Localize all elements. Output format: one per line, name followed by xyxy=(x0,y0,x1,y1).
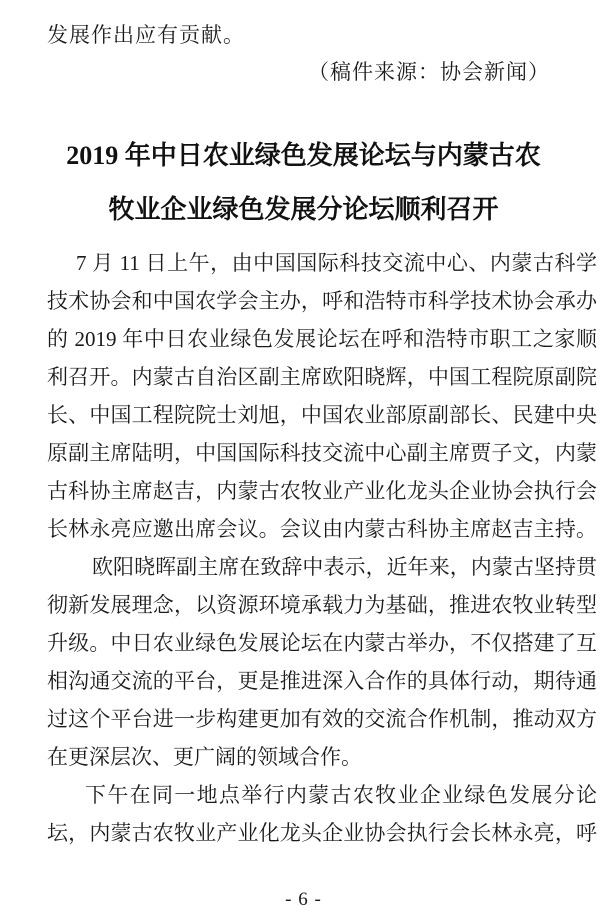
body-line: 过这个平台进一步构建更加有效的交流合作机制，推动双方 xyxy=(47,707,597,731)
body-line: 升级。中日农业绿色发展论坛在内蒙古举办，不仅搭建了互 xyxy=(47,631,597,655)
page-number: - 6 - xyxy=(285,889,322,910)
body-line: 下午在同一地点举行内蒙古农牧业企业绿色发展分论 xyxy=(85,783,597,807)
previous-paragraph-ending: 发展作出应有贡献。 xyxy=(47,23,245,47)
article-body xyxy=(47,244,597,852)
title-line-1: 2019 年中日农业绿色发展论坛与内蒙古农 xyxy=(66,141,541,170)
body-line: 坛，内蒙古农牧业产业化龙头企业协会执行会长林永亮，呼 xyxy=(47,821,597,845)
paragraph-1 xyxy=(47,244,597,548)
body-line: 欧阳晓晖副主席在致辞中表示，近年来，内蒙古坚持贯 xyxy=(92,555,597,579)
body-line: 古科协主席赵吉，内蒙古农牧业产业化龙头企业协会执行会 xyxy=(47,479,597,503)
body-line: 原副主席陆明，中国国际科技交流中心副主席贾子文，内蒙 xyxy=(47,441,597,465)
source-attribution: （稿件来源：协会新闻） xyxy=(308,60,550,84)
paragraph-3 xyxy=(47,776,597,852)
body-line: 利召开。内蒙古自治区副主席欧阳晓辉，中国工程院原副院 xyxy=(47,365,597,389)
article-title xyxy=(0,129,607,237)
body-line: 长林永亮应邀出席会议。会议由内蒙古科协主席赵吉主持。 xyxy=(47,517,597,541)
body-line: 相沟通交流的平台，更是推进深入合作的具体行动，期待通 xyxy=(47,669,597,693)
body-line: 技术协会和中国农学会主办，呼和浩特市科学技术协会承办 xyxy=(47,289,597,313)
paragraph-2 xyxy=(47,548,597,776)
body-line: 7 月 11 日上午，由中国国际科技交流中心、内蒙古科学 xyxy=(76,251,597,275)
body-line: 的 2019 年中日农业绿色发展论坛在呼和浩特市职工之家顺 xyxy=(47,327,597,351)
body-line: 彻新发展理念，以资源环境承载力为基础，推进农牧业转型 xyxy=(47,593,597,617)
body-line: 在更深层次、更广阔的领域合作。 xyxy=(47,745,362,769)
title-line-2: 牧业企业绿色发展分论坛顺利召开 xyxy=(108,195,499,224)
body-line: 长、中国工程院院士刘旭，中国农业部原副部长、民建中央 xyxy=(47,403,597,427)
